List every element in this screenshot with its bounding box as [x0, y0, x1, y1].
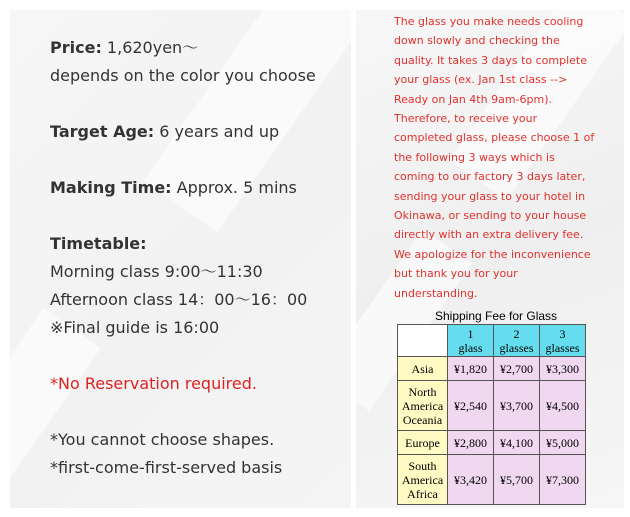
notice-line: sending your glass to your hotel in	[394, 189, 586, 203]
afternoon-class: Afternoon class 14：00～16：00	[50, 290, 308, 309]
price-cell: ¥2,800	[448, 431, 494, 455]
notice-line: The glass you make needs cooling	[394, 15, 584, 28]
region-cell	[398, 381, 448, 431]
price-cell: ¥7,300	[540, 455, 586, 505]
making-time-value: Approx. 5 mins	[171, 178, 297, 197]
no-reservation-notice: *No Reservation required.	[50, 374, 257, 393]
notice-line: directly with an extra delivery fee.	[394, 228, 584, 242]
shapes-note: *You cannot choose shapes.	[50, 430, 275, 449]
region-line: Oceania	[402, 412, 443, 427]
notice-line: but thank you for your	[394, 267, 518, 281]
column-header-line: 1	[467, 326, 474, 341]
price-cell: ¥2,700	[494, 357, 540, 381]
price-cell: ¥3,300	[540, 357, 586, 381]
column-header-line: 2	[513, 326, 520, 341]
region-line: Africa	[407, 486, 438, 501]
region-cell	[398, 357, 448, 381]
column-header-line: glasses	[499, 340, 534, 355]
column-header-line: glass	[458, 340, 483, 355]
notice-line: down slowly and checking the	[394, 34, 560, 48]
table-row	[398, 455, 586, 505]
notice-line: understanding.	[394, 286, 478, 300]
region-cell	[398, 455, 448, 505]
price-note: depends on the color you choose	[50, 66, 316, 85]
column-header-line: 3	[559, 326, 566, 341]
notice-line: Ready on Jan 4th 9am-6pm).	[394, 92, 552, 106]
column-header-line: glasses	[545, 340, 580, 355]
shipping-fee-table	[397, 324, 586, 505]
table-row	[398, 381, 586, 431]
age-label: Target Age:	[50, 122, 155, 141]
cooling-notice	[394, 12, 616, 303]
price-line	[50, 34, 198, 62]
notice-line: your glass (ex. Jan 1st class -->	[394, 73, 568, 87]
column-header	[540, 325, 586, 357]
column-header	[448, 325, 494, 357]
notice-line: quality. It takes 3 days to complete	[394, 53, 588, 67]
region-line: South	[408, 458, 437, 473]
first-come-note: *first-come-first-served basis	[50, 458, 283, 477]
price-cell: ¥3,700	[494, 381, 540, 431]
making-time-line	[50, 174, 297, 202]
timetable-label: Timetable:	[50, 234, 147, 253]
timetable-heading	[50, 230, 147, 258]
region-line: North	[408, 384, 437, 399]
notice-line: We apologize for the inconvenience	[394, 247, 591, 261]
price-value: 1,620yen～	[101, 38, 199, 57]
price-cell: ¥4,100	[494, 431, 540, 455]
making-time-label: Making Time:	[50, 178, 172, 197]
morning-class: Morning class 9:00～11:30	[50, 262, 263, 281]
notice-line: the following 3 ways which is	[394, 150, 555, 164]
price-label: Price:	[50, 38, 102, 57]
notice-line: Okinawa, or sending to your house	[394, 209, 587, 223]
notice-lines	[394, 12, 616, 303]
table-header-row	[398, 325, 586, 357]
shipping-table-title: Shipping Fee for Glass	[434, 309, 558, 323]
region-line: Europe	[405, 435, 440, 450]
notice-line: coming to our factory 3 days later,	[394, 170, 586, 184]
column-header	[494, 325, 540, 357]
final-guide: ※Final guide is 16:00	[50, 318, 220, 337]
notice-line: completed glass, please choose 1 of	[394, 131, 595, 145]
table-row	[398, 357, 586, 381]
price-cell: ¥4,500	[540, 381, 586, 431]
table-row	[398, 431, 586, 455]
age-value: 6 years and up	[154, 122, 280, 141]
region-line: America	[401, 472, 444, 487]
age-line	[50, 118, 279, 146]
shipping-table-body	[398, 325, 586, 505]
region-cell	[398, 431, 448, 455]
region-line: America	[401, 398, 444, 413]
table-corner-cell	[398, 325, 448, 357]
price-cell: ¥5,000	[540, 431, 586, 455]
notice-line: Therefore, to receive your	[394, 112, 538, 126]
price-cell: ¥2,540	[448, 381, 494, 431]
region-line: Asia	[411, 361, 434, 376]
price-cell: ¥1,820	[448, 357, 494, 381]
price-cell: ¥3,420	[448, 455, 494, 505]
price-cell: ¥5,700	[494, 455, 540, 505]
